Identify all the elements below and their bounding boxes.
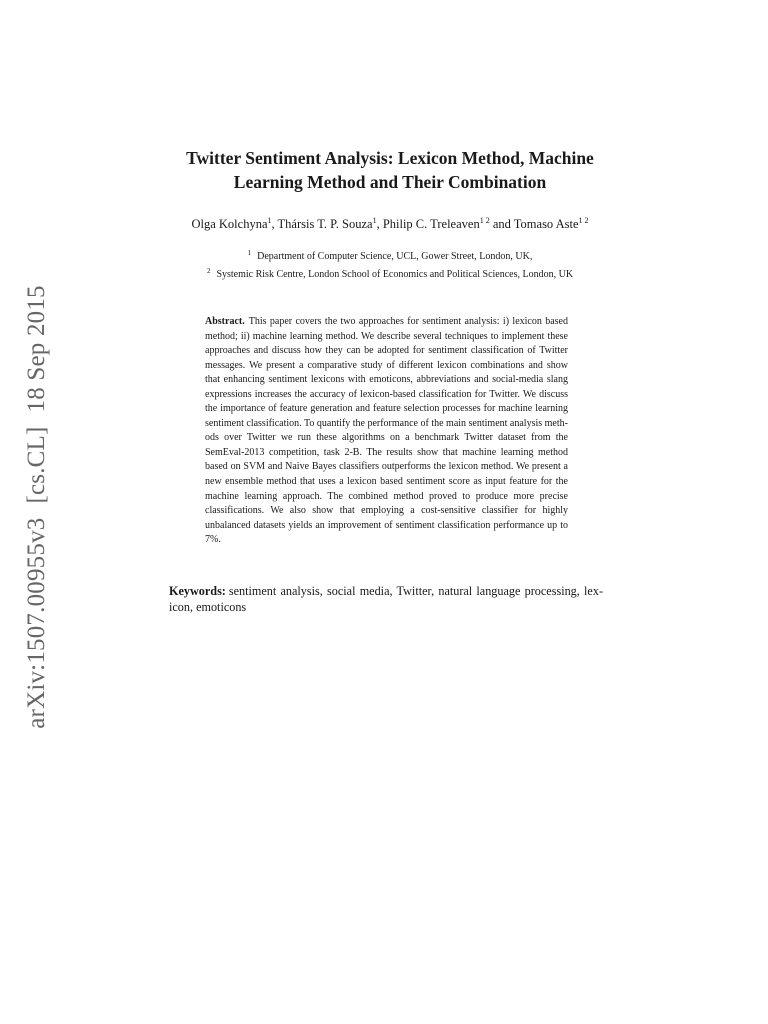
keywords-text: sentiment analysis, social media, Twitter, natural language processing, lexicon, emoticons <box>169 584 603 614</box>
arxiv-category: [cs.CL] <box>23 426 50 504</box>
affiliation-2 <box>120 264 660 282</box>
keywords <box>169 583 603 615</box>
affiliation-mark: 1 <box>247 249 252 257</box>
author-affiliation-mark: 1 2 <box>479 216 490 225</box>
author-name: Olga Kolchyna <box>191 217 268 231</box>
affiliation-text: Department of Computer Science, UCL, Gower Street, London, UK, <box>257 251 533 262</box>
author-separator: and <box>489 217 514 231</box>
title-line-1: Twitter Sentiment Analysis: Lexicon Method, Machine <box>186 148 594 168</box>
title-line-2: Learning Method and Their Combination <box>233 172 547 192</box>
arxiv-date: 18 Sep 2015 <box>23 285 50 413</box>
affiliations <box>120 246 660 282</box>
author-affiliation-mark: 1 2 <box>578 216 589 225</box>
author-affiliation-mark: 1 <box>372 216 377 225</box>
arxiv-id: arXiv:1507.00955v3 <box>23 517 50 729</box>
author-separator: , <box>376 217 383 231</box>
abstract-label: Abstract. <box>205 316 245 327</box>
arxiv-stamp <box>23 271 51 729</box>
abstract-text: This paper covers the two approaches for sentiment analysis: i) lexicon based method; ii) machine learning method. We describe several techniques to implement these approaches and discuss how they can be adopted for sentiment classification of Twitter messages. We present a comparative study of different lexicon combinations and show that enhancing sentiment lexicons with emoticons, abbreviations and social-media slang expressions increases the accuracy of lexicon-based classification for Twitter. We discuss the importance of feature generation and feature selection processes for machine learning sentiment classification. To quantify the performance of the main sentiment analysis methods over Twitter we run these algorithms on a benchmark Twitter dataset from the SemEval-2013 competition, task 2-B. The results show that machine learning method based on SVM and Naive Bayes classifiers outperforms the lexicon method. We present a new ensemble method that uses a lexicon based sentiment score as input feature for the machine learning approach. The combined method proved to produce more precise classifications. We also show that employing a cost-sensitive classifier for highly unbalanced datasets yields an improvement of sentiment classification performance up to 7%. <box>205 316 568 546</box>
keywords-label: Keywords: <box>169 584 226 598</box>
affiliation-text: Systemic Risk Centre, London School of Economics and Political Sciences, London, UK <box>216 269 574 280</box>
author-separator: , <box>271 217 278 231</box>
author-name: Philip C. Treleaven <box>382 217 480 231</box>
affiliation-1 <box>120 246 660 264</box>
author-affiliation-mark: 1 <box>267 216 272 225</box>
author-name: Tomaso Aste <box>513 217 579 231</box>
paper-title <box>120 146 660 194</box>
author-name: Thársis T. P. Souza <box>277 217 373 231</box>
author-list <box>120 216 660 232</box>
affiliation-mark: 2 <box>206 267 211 275</box>
abstract <box>205 315 568 548</box>
